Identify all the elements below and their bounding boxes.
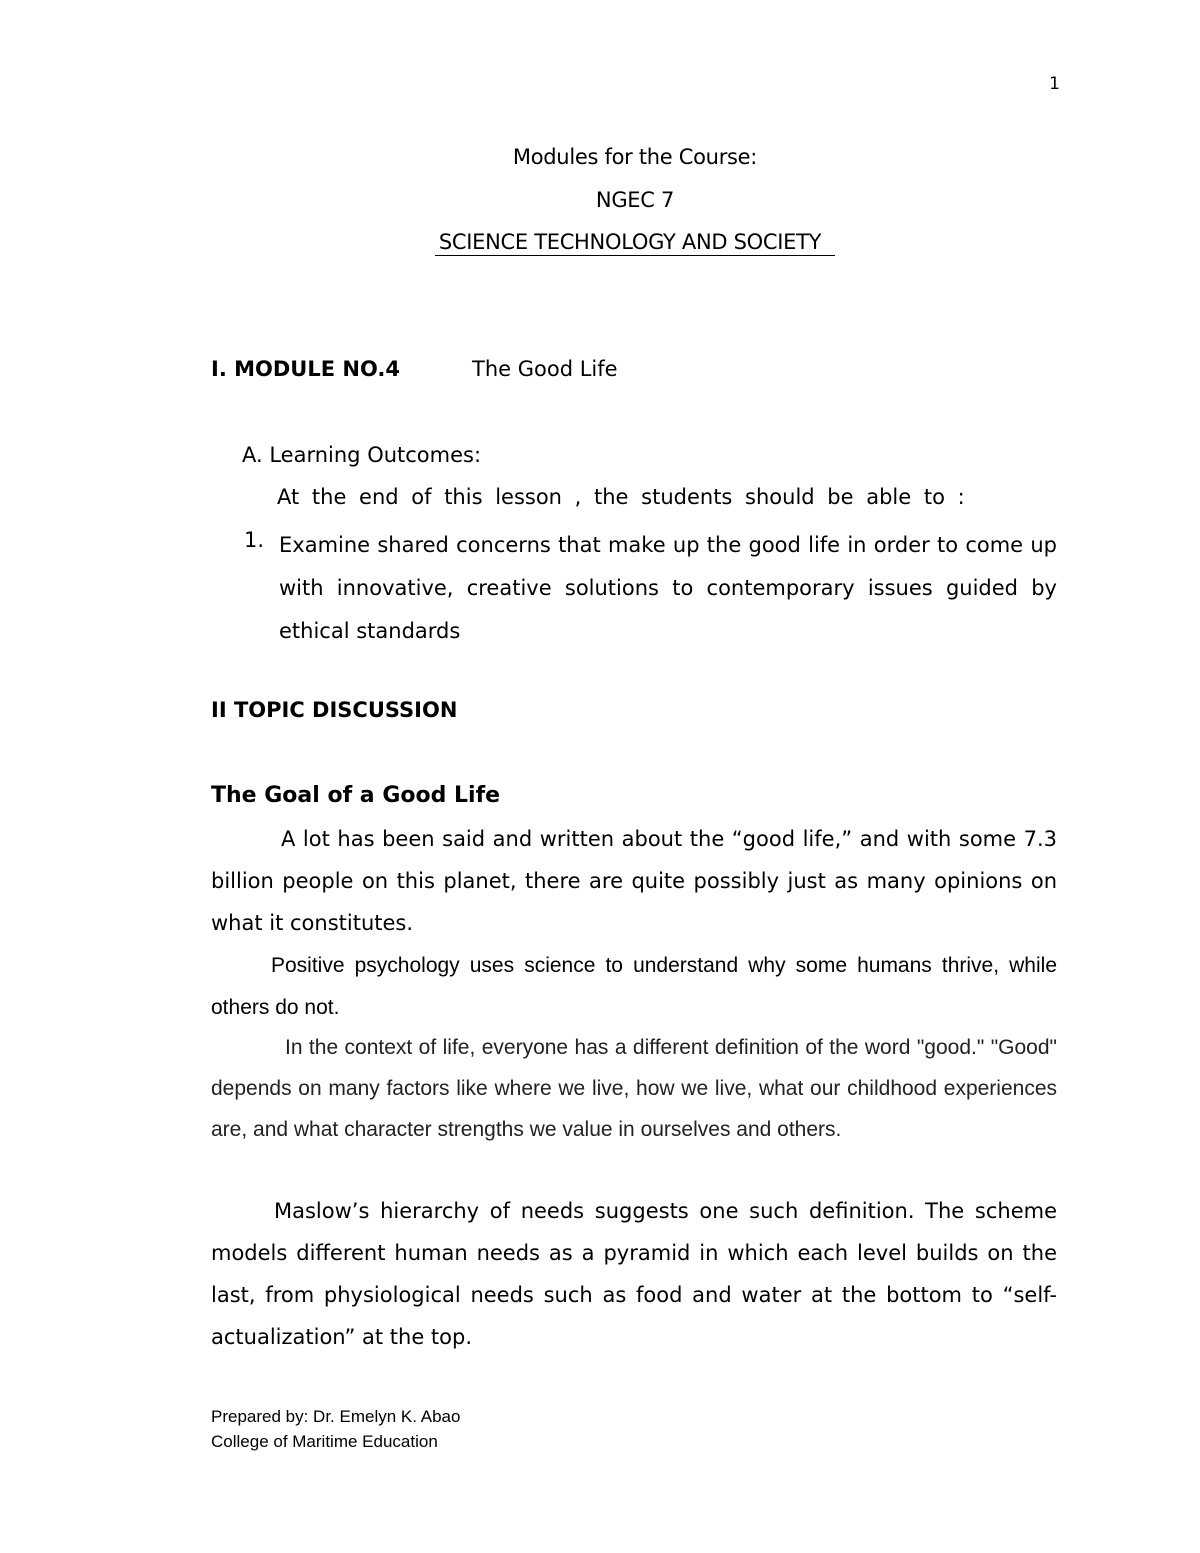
course-title-text: SCIENCE TECHNOLOGY AND SOCIETY	[435, 230, 835, 256]
module-heading: I. MODULE NO.4	[211, 357, 400, 381]
paragraph: In the context of life, everyone has a different definition of the word "good." "Good" depends on many factors like where we live, how we live, what our childhood experiences are, and what character strengths we value in ourselves and others.	[211, 1036, 1057, 1141]
course-label: Modules for the Course:	[512, 145, 758, 169]
page-number: 1	[1049, 74, 1060, 94]
paragraph: Maslow’s hierarchy of needs suggests one such definition. The scheme models different human needs as a pyramid in which each level builds on the last, from physiological needs such as food and water at the bottom to “self-actualization” at the top.	[211, 1199, 1057, 1349]
learning-outcome-text: Examine shared concerns that make up the good life in order to come up with innovative, creative solutions to contemporary issues guided by ethical standards	[279, 533, 1057, 643]
learning-outcome-number: 1.	[244, 528, 265, 552]
good-life-subheading: The Goal of a Good Life	[211, 783, 501, 808]
topic-discussion-heading: II TOPIC DISCUSSION	[211, 698, 458, 722]
learning-outcomes-intro: At the end of this lesson , the students should be able to :	[277, 485, 965, 509]
course-title	[0, 230, 1200, 256]
course-code: NGEC 7	[595, 188, 675, 212]
footer-prepared-by: Prepared by: Dr. Emelyn K. Abao	[211, 1407, 461, 1426]
paragraph: Positive psychology uses science to understand why some humans thrive, while others do not.	[211, 954, 1057, 1019]
paragraph: A lot has been said and written about the “good life,” and with some 7.3 billion people on this planet, there are quite possibly just as many opinions on what it constitutes.	[211, 827, 1057, 935]
module-title: The Good Life	[472, 357, 618, 381]
footer-college: College of Maritime Education	[211, 1432, 438, 1451]
learning-outcomes-heading: A. Learning Outcomes:	[242, 443, 482, 467]
